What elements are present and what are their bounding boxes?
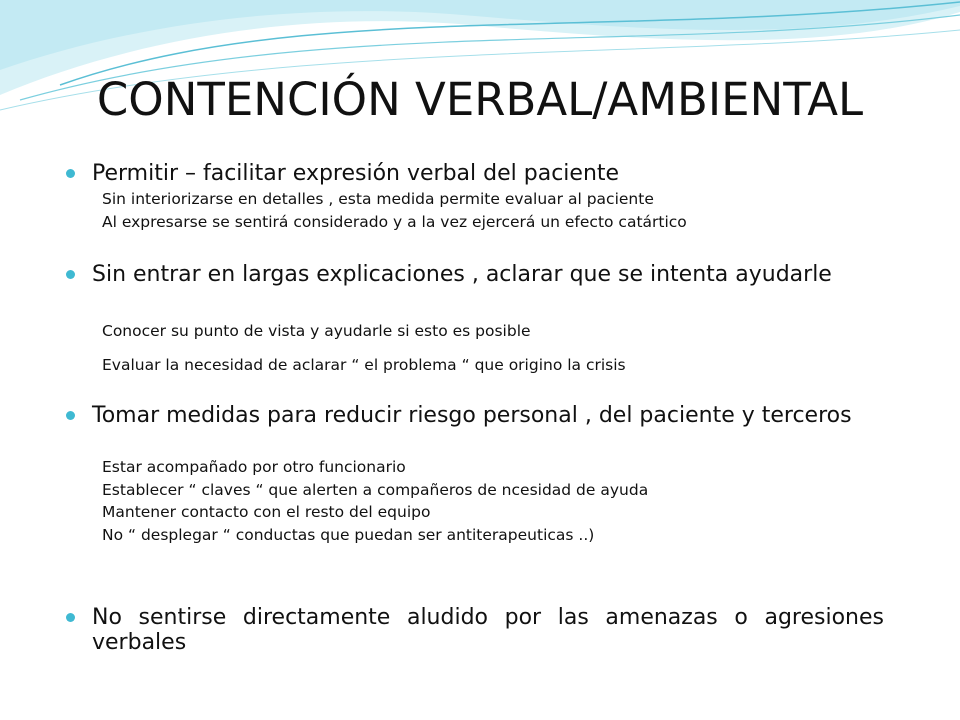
bullet-point [92, 605, 884, 655]
bullet-heading: Tomar medidas para reducir riesgo personal , del paciente y terceros [92, 403, 852, 428]
sub-item: No “ desplegar “ conductas que puedan ser antiterapeuticas ..) [102, 526, 595, 544]
bullet-heading: Permitir – facilitar expresión verbal del paciente [92, 161, 620, 186]
sub-item: Sin interiorizarse en detalles , esta medida permite evaluar al paciente [102, 190, 654, 208]
bullet-dot-icon [66, 613, 75, 622]
bullet-heading: Sin entrar en largas explicaciones , aclarar que se intenta ayudarle [92, 262, 832, 287]
sub-item: Establecer “ claves “ que alerten a compañeros de ncesidad de ayuda [102, 481, 649, 499]
sub-item: Evaluar la necesidad de aclarar “ el problema “ que origino la crisis [102, 356, 626, 374]
bullet-dot-icon [66, 270, 75, 279]
bullet-dot-icon [66, 411, 75, 420]
slide-title: CONTENCIÓN VERBAL/AMBIENTAL [96, 73, 864, 126]
bullet-point [92, 262, 884, 287]
bullet-point [92, 161, 884, 186]
sub-item: Mantener contacto con el resto del equipo [102, 503, 431, 521]
bullet-dot-icon [66, 169, 75, 178]
bullet-heading: No sentirse directamente aludido por las amenazas o agresiones verbales [92, 605, 884, 655]
sub-item: Estar acompañado por otro funcionario [102, 458, 406, 476]
sub-item: Conocer su punto de vista y ayudarle si esto es posible [102, 322, 531, 340]
bullet-point [92, 403, 884, 428]
sub-item: Al expresarse se sentirá considerado y a la vez ejercerá un efecto catártico [102, 213, 687, 231]
